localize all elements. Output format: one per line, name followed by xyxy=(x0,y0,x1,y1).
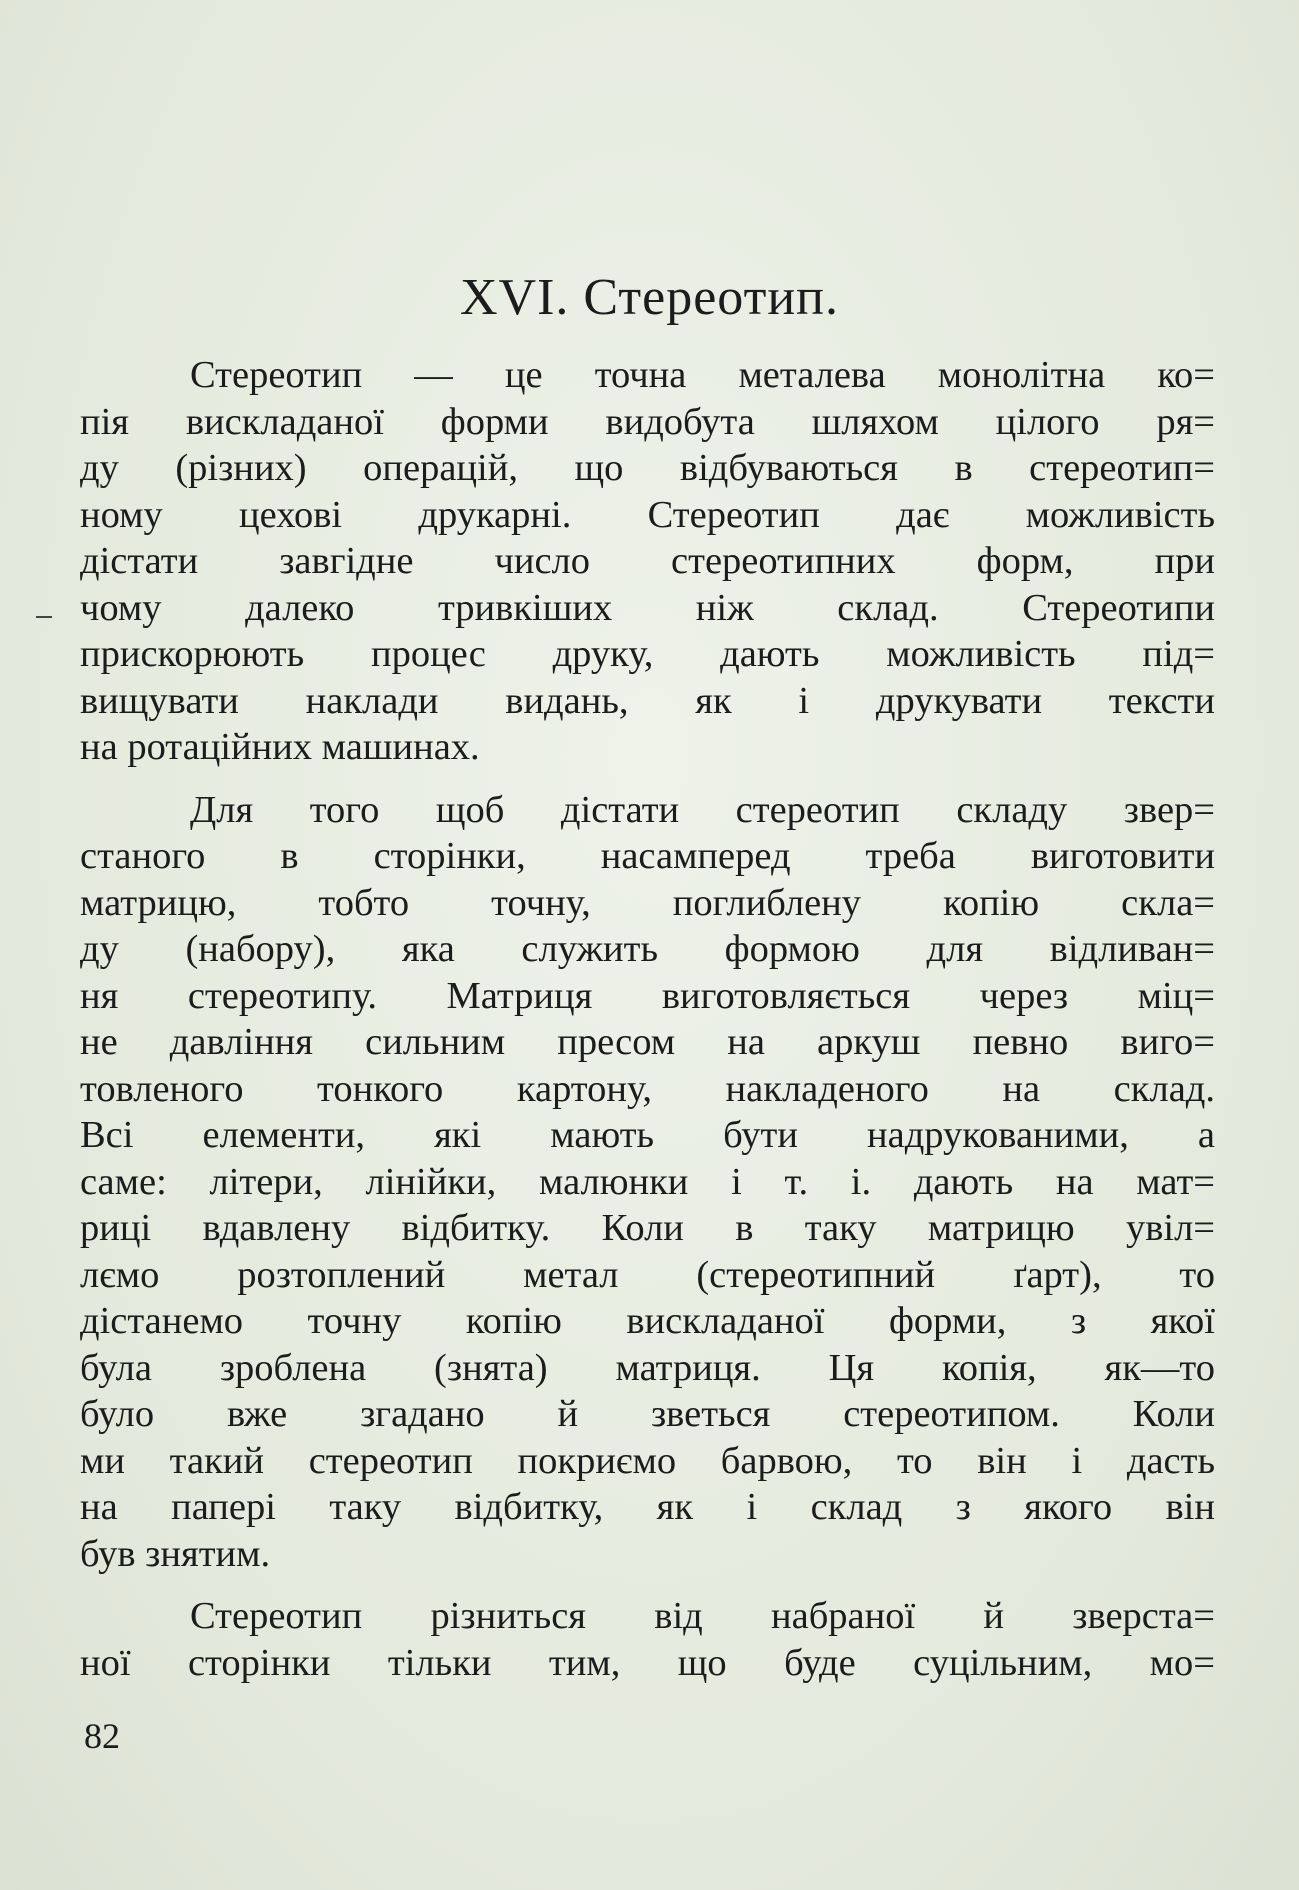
text-line: Для того щоб дістати стереотип складу звер= xyxy=(190,788,1215,831)
text-line: Всі елементи, які мають бути надрукованими, а xyxy=(80,1114,1215,1156)
margin-mark xyxy=(36,616,52,618)
text-line: ному цехові друкарні. Стереотип дає можливість xyxy=(80,493,1215,536)
text-line: не давління сильним пресом на аркуш певно виго= xyxy=(80,1021,1215,1063)
text-line: дістанемо точну копію вискладаної форми, з якої xyxy=(80,1300,1215,1342)
text-line: риці вдавлену відбитку. Коли в таку матрицю увіл= xyxy=(80,1207,1215,1249)
body-text xyxy=(80,352,1215,1686)
paragraph-1 xyxy=(80,352,1215,771)
text-line: ми такий стереотип покриємо барвою, то він і дасть xyxy=(80,1439,1215,1482)
text-line: саме: літери, лінійки, малюнки і т. і. дають на мат= xyxy=(80,1160,1215,1203)
text-line: матрицю, тобто точну, поглиблену копію скла= xyxy=(80,881,1215,924)
text-line: ду (різних) операцій, що відбуваються в стереотип= xyxy=(80,447,1215,489)
text-line: було вже згадано й зветься стереотипом. Коли xyxy=(80,1393,1215,1435)
text-line: був знятим. xyxy=(80,1532,271,1575)
text-line: була зроблена (знята) матриця. Ця копія, як—то xyxy=(80,1346,1215,1389)
text-line: пія вискладаної форми видобута шляхом цілого ря= xyxy=(80,400,1215,443)
page-number: 82 xyxy=(84,1716,120,1756)
text-line: станого в сторінки, насамперед треба виготовити xyxy=(80,835,1215,877)
text-line: ня стереотипу. Матриця виготовляється через міц= xyxy=(80,974,1215,1017)
text-line: Стереотип — це точна металева монолітна ко= xyxy=(190,354,1215,396)
text-line: вищувати наклади видань, як і друкувати тексти xyxy=(80,679,1215,722)
text-line: чому далеко тривкіших ніж склад. Стереотипи xyxy=(80,586,1215,629)
text-line: прискорюють процес друку, дають можливість під= xyxy=(80,633,1215,675)
text-line: на ротаційних машинах. xyxy=(80,726,480,768)
text-line: Стереотип різниться від набраної й зверста= xyxy=(190,1595,1215,1637)
text-line: ду (набору), яка служить формою для відливан= xyxy=(80,928,1215,970)
text-line: ної сторінки тільки тим, що буде суцільним, мо= xyxy=(80,1641,1215,1684)
text-line: лємо розтоплений метал (стереотипний ґарт), то xyxy=(80,1253,1215,1296)
paragraph-2 xyxy=(80,787,1215,1578)
chapter-title: XVI. Стереотип. xyxy=(460,269,839,326)
text-line: товленого тонкого картону, накладеного на склад. xyxy=(80,1067,1215,1110)
text-line: дістати завгідне число стереотипних форм, при xyxy=(80,540,1215,582)
paragraph-3 xyxy=(80,1593,1215,1686)
text-line: на папері таку відбитку, як і склад з якого він xyxy=(80,1486,1215,1528)
